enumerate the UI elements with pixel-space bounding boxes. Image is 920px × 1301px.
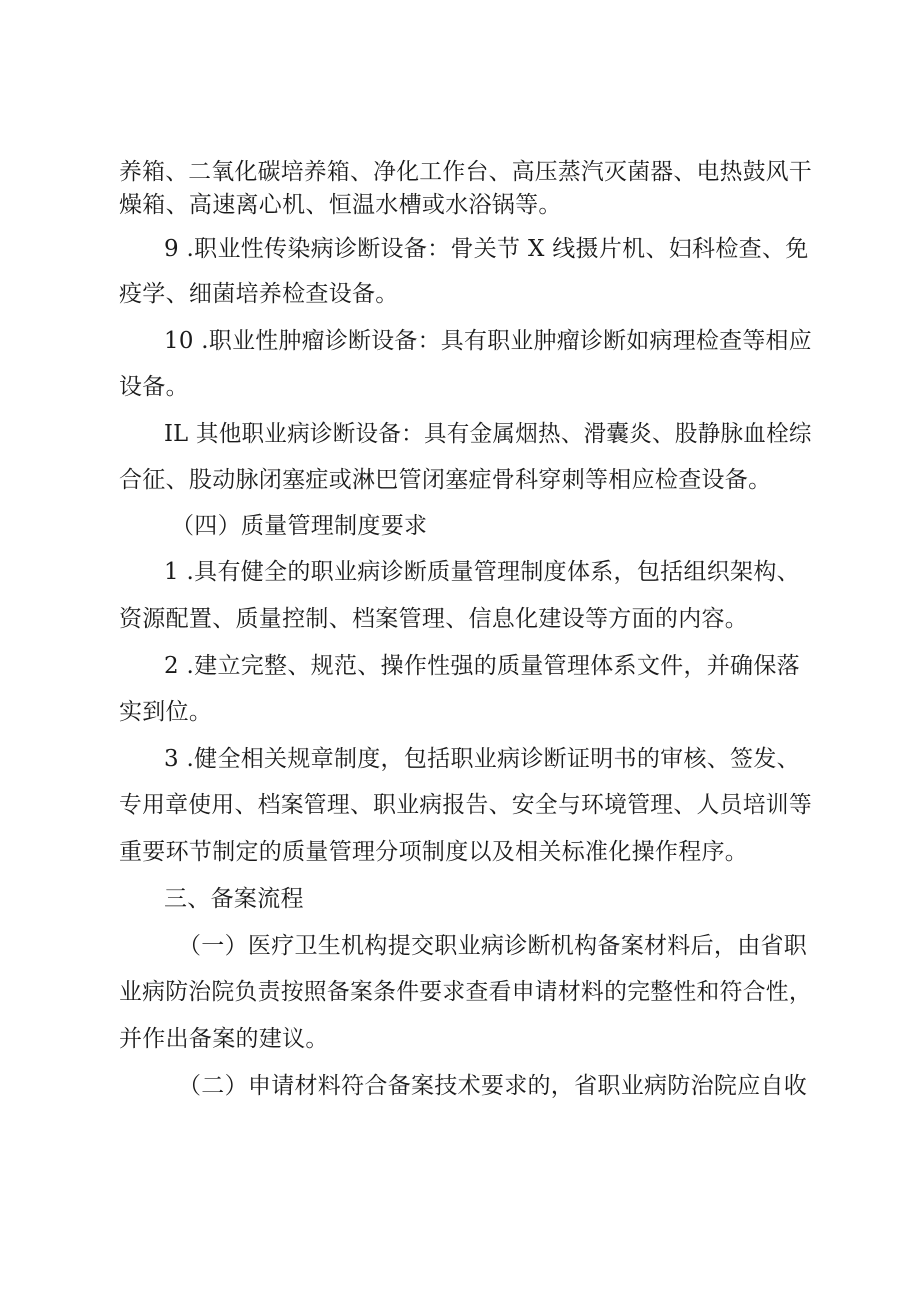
section-heading: 三、备案流程 <box>164 886 304 912</box>
text-line: 2 .建立完整、规范、操作性强的质量管理体系文件，并确保落 <box>164 653 800 679</box>
text-line: 实到位。 <box>119 699 213 725</box>
text-line: 重要环节制定的质量管理分项制度以及相关标准化操作程序。 <box>119 839 749 865</box>
text-line: （一）医疗卫生机构提交职业病诊断机构备案材料后，由省职 <box>178 933 808 959</box>
text-line: （二）申请材料符合备案技术要求的，省职业病防治院应自收 <box>178 1073 808 1099</box>
text-line: 合征、股动脉闭塞症或淋巴管闭塞症骨科穿刺等相应检查设备。 <box>119 467 772 493</box>
text-line: 专用章使用、档案管理、职业病报告、安全与环境管理、人员培训等 <box>119 792 812 818</box>
text-line: 9 .职业性传染病诊断设备：骨关节 X 线摄片机、妇科检查、免 <box>164 236 809 262</box>
text-line: IL 其他职业病诊断设备：具有金属烟热、滑囊炎、股静脉血栓综 <box>164 421 812 447</box>
text-line: 养箱、二氧化碳培养箱、净化工作台、高压蒸汽灭菌器、电热鼓风干 <box>119 159 812 185</box>
text-line: 业病防治院负责按照备案条件要求查看申请材料的完整性和符合性， <box>119 979 812 1005</box>
text-line: 10 .职业性肿瘤诊断设备：具有职业肿瘤诊断如病理检查等相应 <box>164 328 812 354</box>
section-heading: （四）质量管理制度要求 <box>171 513 428 539</box>
text-line: 疫学、细菌培养检查设备。 <box>119 281 399 307</box>
text-line: 设备。 <box>119 374 189 400</box>
text-line: 3 .健全相关规章制度，包括职业病诊断证明书的审核、签发、 <box>164 746 800 772</box>
text-line: 1 .具有健全的职业病诊断质量管理制度体系，包括组织架构、 <box>164 559 800 585</box>
text-line: 资源配置、质量控制、档案管理、信息化建设等方面的内容。 <box>119 606 749 632</box>
text-line: 并作出备案的建议。 <box>119 1026 329 1052</box>
text-line: 燥箱、高速离心机、恒温水槽或水浴锅等。 <box>119 192 562 218</box>
